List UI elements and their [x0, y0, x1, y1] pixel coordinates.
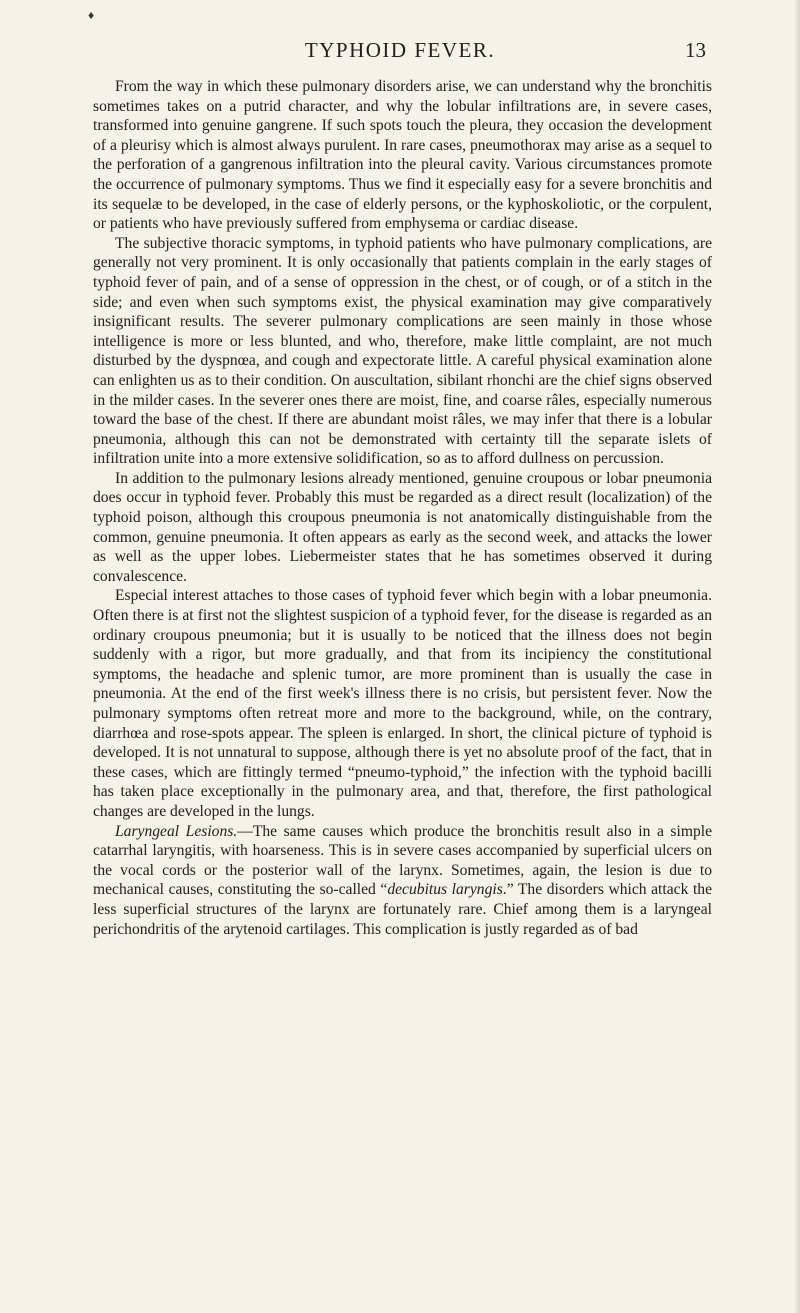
paragraph-laryngeal-lesions — [93, 822, 712, 940]
page-number: 13 — [685, 38, 706, 62]
running-head — [0, 38, 800, 68]
paragraph-pneumo-typhoid: Especial interest attaches to those cases of typhoid fever which begin with a lobar pneumonia. Often there is at first not the slightest suspicion of a typhoid fever, for the disease is regarded as an ordinary croupous pneumonia; but it is usually to be noticed that the illness does not begin suddenly with a rigor, but more gradually, and that from its incipiency the constitutional symptoms, the headache and splenic tumor, are more prominent than is usually the case in pneumonia. At the end of the first week's illness there is no crisis, but persistent fever. Now the pulmonary symptoms often retreat more and more to the background, while, on the contrary, diarrhœa and rose-spots appear. The spleen is enlarged. In short, the clinical picture of typhoid is developed. It is not unnatural to suppose, although there is yet no absolute proof of the fact, that in these cases, which are fittingly termed “pneumo-typhoid,” the infection with the typhoid bacilli has taken place exceptionally in the pulmonary area, and that, therefore, the first pathological changes are developed in the lungs. — [93, 587, 712, 820]
laryngeal-text-tail: .” The disorders which attack the less superficial structures of the larynx are fortunately rare. Chief among them is a laryngeal perichondritis of the arytenoid cartilages. This complication is justly regarded as of bad — [93, 881, 712, 938]
section-heading-laryngeal: Laryngeal Lesions. — [115, 822, 238, 840]
paragraph-subjective-symptoms: The subjective thoracic symptoms, in typhoid patients who have pulmonary complications, are generally not very prominent. It is only occasionally that patients complain in the early stages of typhoid fever of pain, and of a sense of oppression in the chest, or of cough, or of a stitch in the side; and even when such symptoms exist, the physical examination may give comparatively insignificant results. The severer pulmonary complications are seen mainly in those whose intelligence is more or less blunted, and who, therefore, make little complaint, are not much disturbed by the dyspnœa, and cough and expectorate little. A careful physical examination alone can enlighten us as to their condition. On auscultation, sibilant rhonchi are the chief signs observed in the milder cases. In the severer ones there are moist, fine, and coarse râles, especially numerous toward the base of the chest. If there are abundant moist râles, we may infer that there is a lobular pneumonia, although this can not be demonstrated with certainty till the separate islets of infiltration unite into a more extensive solidification, so as to afford dullness on percussion. — [93, 234, 712, 468]
running-title: TYPHOID FEVER. — [304, 38, 496, 62]
text-body — [93, 77, 712, 939]
paragraph-lobar-pneumonia: In addition to the pulmonary lesions already mentioned, genuine croupous or lobar pneumonia does occur in typhoid fever. Probably this must be regarded as a direct result (localization) of the typhoid poison, although this croupous pneumonia is not anatomically distinguishable from the common, genuine pneumonia. It often appears as early as the second week, and attacks the lower as well as the upper lobes. Liebermeister states that he has sometimes observed it during convalescence. — [93, 469, 712, 585]
paragraph-pulmonary-disorders: From the way in which these pulmonary disorders arise, we can understand why the bronchitis sometimes takes on a putrid character, and why the lobular infiltrations are, in severe cases, transformed into genuine gangrene. If such spots touch the pleura, they occasion the development of a pleurisy which is almost always purulent. In rare cases, pneumothorax may arise as a sequel to the perforation of a gangrenous infiltration into the pleural cavity. Various circumstances promote the occurrence of pulmonary symptoms. Thus we find it especially easy for a severe bronchitis and its sequelæ to be developed, in the case of elderly persons, or the kyphoskoliotic, or the corpulent, or patients who have previously suffered from emphysema or cardiac disease. — [93, 78, 712, 233]
ornament-mark: ♦ — [88, 8, 95, 22]
laryngeal-text: —The same causes which produce the bronchitis result also in a simple catarrhal laryngitis, with hoarseness. This is in severe cases accompanied by superficial ulcers on the vocal cords or the posterior wall of the larynx. Sometimes, again, the lesion is due to mechanical causes, constituting the so-called “ — [93, 822, 712, 899]
page-edge-shadow — [794, 0, 800, 1313]
emphasis-decubitus: decubitus laryngis — [387, 881, 503, 899]
